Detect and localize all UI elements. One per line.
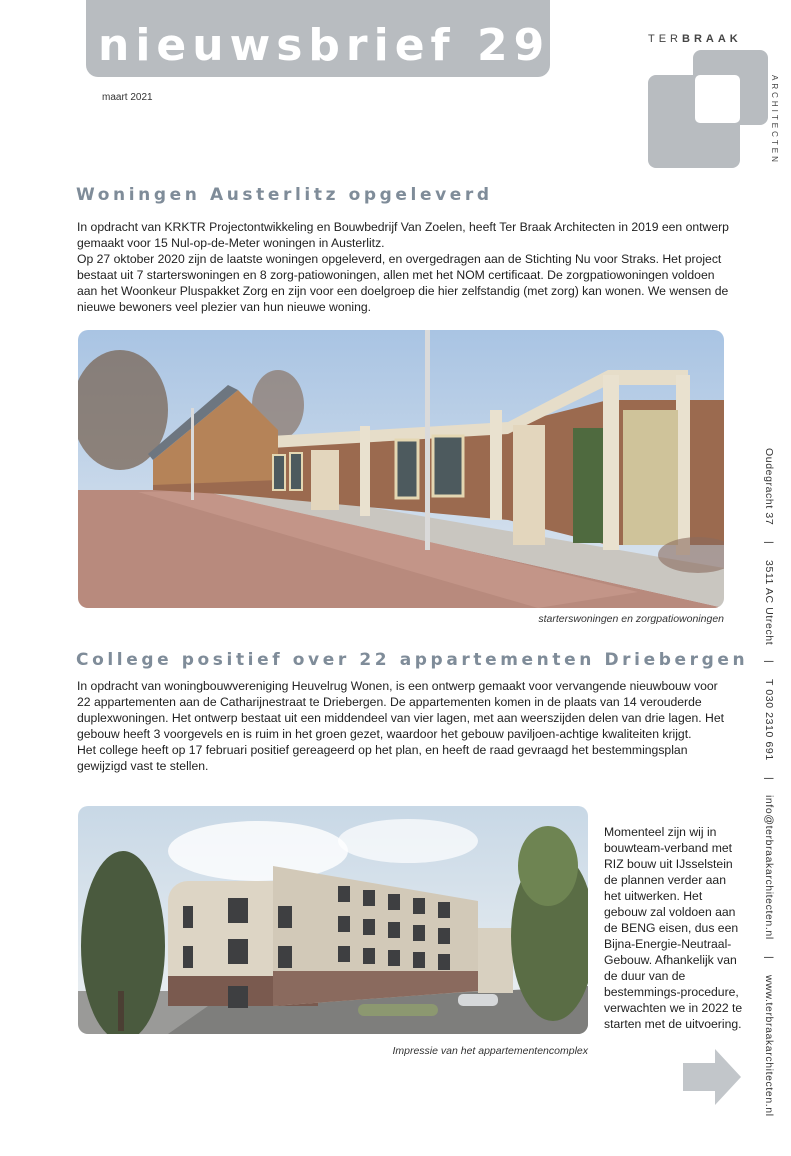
article2-title: College positief over 22 appartementen Driebergen bbox=[76, 650, 749, 670]
contact-separator-4: | bbox=[763, 955, 775, 960]
article1-paragraph-1: In opdracht van KRKTR Projectontwikkeling en Bouwbedrijf Van Zoelen, heeft Ter Braak Architecten in 2019 een ontwerp gemaakt voor 15 Nul-op-de-Meter woningen in Austerlitz. bbox=[77, 220, 729, 250]
brand-name-bold: BRAAK bbox=[682, 33, 742, 45]
contact-phone: T 030 2310 691 bbox=[763, 679, 775, 762]
brand-name-light: TER bbox=[648, 33, 682, 45]
article1-photo-caption: starterswoningen en zorgpatiowoningen bbox=[538, 613, 724, 625]
article1-body bbox=[77, 219, 737, 315]
contact-strip bbox=[763, 448, 775, 1116]
contact-separator-3: | bbox=[763, 776, 775, 780]
article1-paragraph-2: Op 27 oktober 2020 zijn de laatste woningen opgeleverd, en overgedragen aan de Stichting Nu voor Straks. Het project bestaat uit 7 starterswoningen en 8 zorg-patiowoningen, allen met het NOM certificaat. De zorgpatiowoningen voldoen aan het Woonkeur Pluspakket Zorg en zijn voor een doelgroep die hier zelfstandig (met zorg) kan wonen. We wensen de nieuwe bewoners veel plezier van hun nieuwe woning. bbox=[77, 252, 729, 314]
contact-postal: 3511 AC Utrecht bbox=[763, 559, 775, 645]
austerlitz-houses-photo bbox=[78, 330, 724, 608]
brand-subtitle: ARCHITECTEN bbox=[770, 75, 779, 165]
brand-logo-icon bbox=[648, 50, 768, 168]
article2-paragraph-1: In opdracht van woningbouwvereniging Heuvelrug Wonen, is een ontwerp gemaakt voor vervangende nieuwbouw voor 22 appartementen aan de Catharijnestraat te Driebergen. De appartementen komen in de plaats van 14 verouderde duplexwoningen. Het ontwerp bestaat uit een middendeel van vier lagen, met aan weerszijden delen van drie lagen. Het gebouw heeft 3 voorgevels en is ruim in het groen gezet, waardoor het gebouw paviljoen-achtige kwaliteiten krijgt. bbox=[77, 679, 725, 741]
contact-separator-1: | bbox=[763, 540, 775, 545]
contact-address: Oudegracht 37 bbox=[763, 448, 775, 526]
article1-title: Woningen Austerlitz opgeleverd bbox=[76, 185, 493, 205]
article2-side-text: Momenteel zijn wij in bouwteam-verband met RIZ bouw uit IJsselstein de plannen verder aan het uitwerken. Het gebouw zal voldoen aan de BENG eisen, dus een Bijna-Energie-Neutraal-Gebouw. Afhankelijk van de duur van de bestemmings-procedure, verwachten we in 2022 te starten met de uitvoering. bbox=[604, 825, 743, 1031]
brand-name bbox=[648, 33, 742, 45]
header-banner bbox=[86, 0, 550, 77]
next-page-arrow-icon[interactable] bbox=[683, 1049, 741, 1105]
contact-website[interactable]: www.terbraakarchitecten.nl bbox=[763, 974, 775, 1117]
apartment-impression-render bbox=[78, 806, 588, 1034]
contact-separator-2: | bbox=[763, 660, 775, 664]
newsletter-title: nieuwsbrief 29 bbox=[98, 20, 551, 71]
issue-date: maart 2021 bbox=[102, 92, 153, 103]
article2-body bbox=[77, 678, 727, 774]
article2-render-caption: Impressie van het appartementencomplex bbox=[392, 1045, 588, 1057]
contact-email[interactable]: info@terbraakarchitecten.nl bbox=[763, 795, 775, 941]
article2-paragraph-2: Het college heeft op 17 februari positief gereageerd op het plan, en heeft de raad gevraagd het bestemmingsplan gewijzigd vast te stellen. bbox=[77, 743, 688, 773]
